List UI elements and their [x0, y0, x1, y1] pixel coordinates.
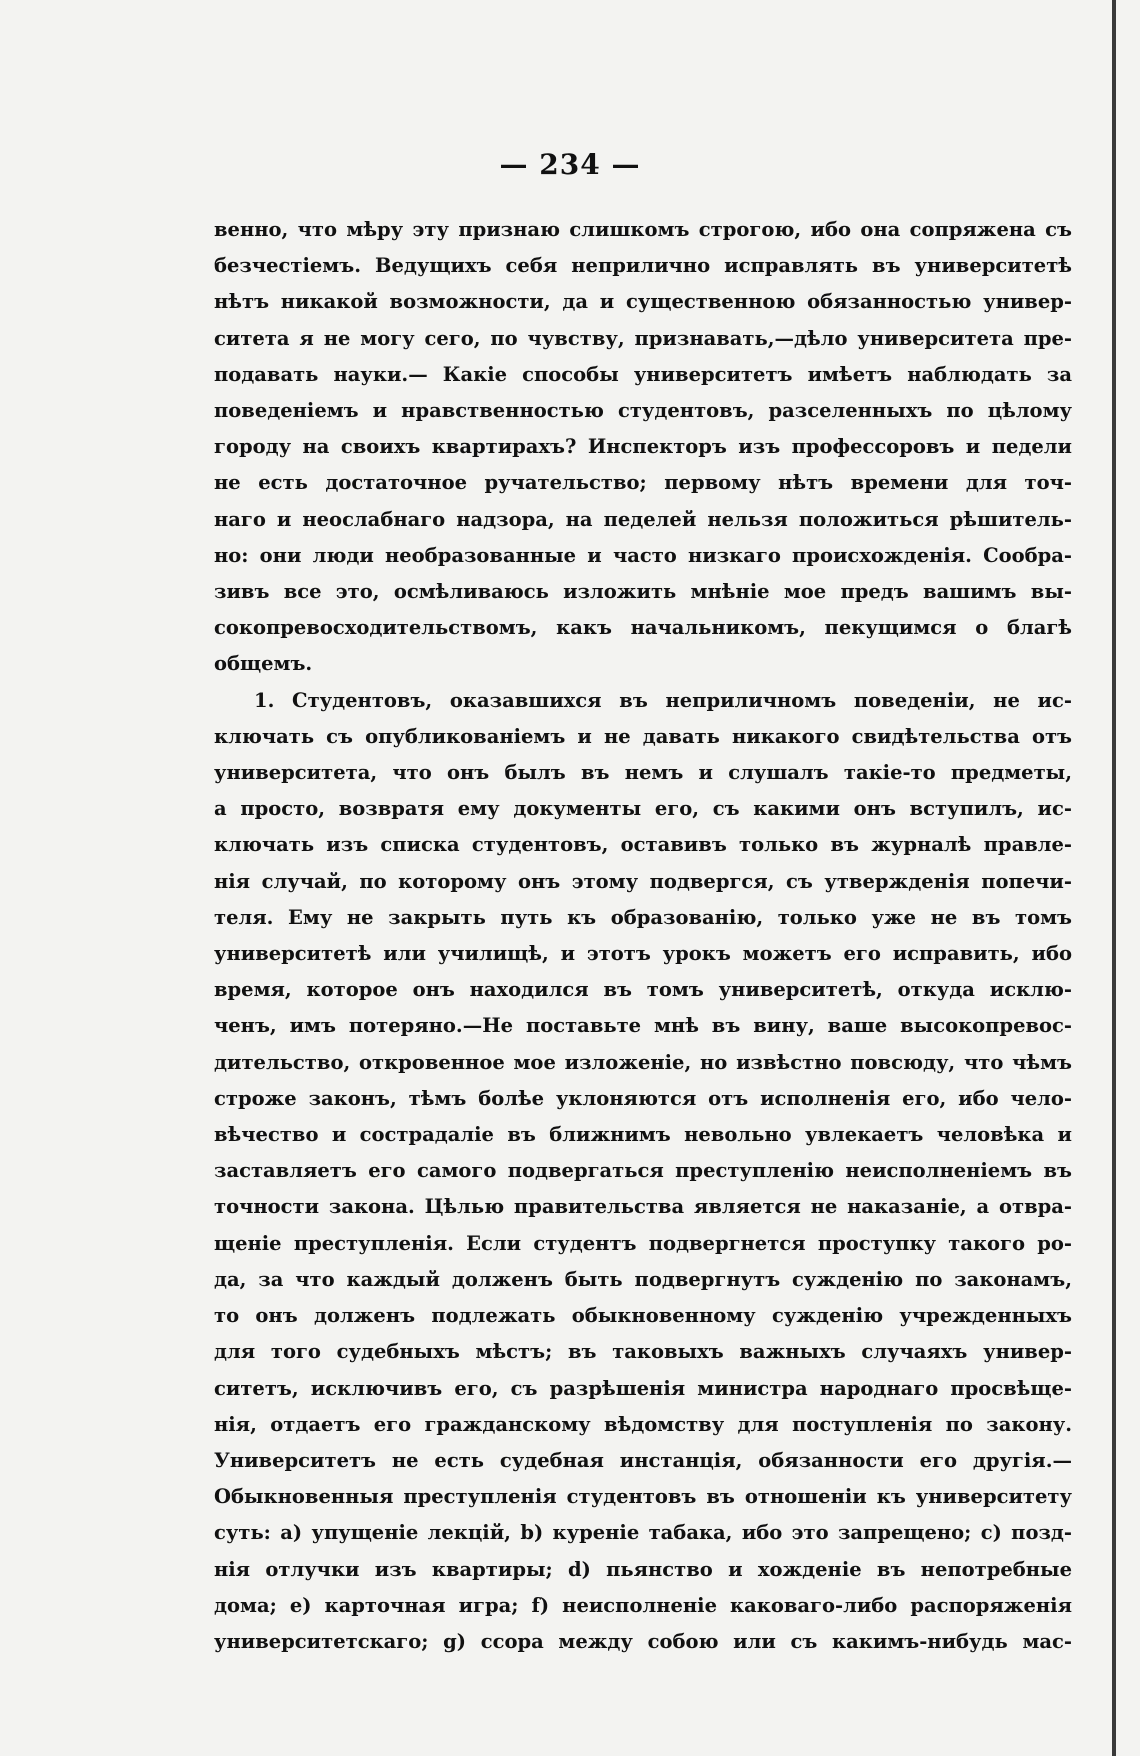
text-line: нія, отдаетъ его гражданскому вѣдомству для поступленія по закону.	[214, 1412, 1072, 1436]
text-line: зивъ все это, осмѣливаюсь изложить мнѣніе мое предъ вашимъ вы-	[214, 580, 1072, 604]
text-line: суть: a) упущеніе лекцій, b) куреніе табака, ибо это запрещено; c) позд-	[214, 1521, 1072, 1545]
binding-edge	[1112, 0, 1116, 1756]
text-line: то онъ долженъ подлежать обыкновенному сужденію учрежденныхъ	[214, 1304, 1072, 1328]
text-line: безчестіемъ. Ведущихъ себя неприлично исправлять въ университетѣ	[214, 254, 1072, 278]
text-line: ситета я не могу сего, по чувству, признавать,—дѣло университета пре-	[214, 326, 1072, 350]
text-line: не есть достаточное ручательство; первому нѣтъ времени для точ-	[214, 471, 1072, 495]
text-line: щеніе преступленія. Если студентъ подвергнется проступку такого ро-	[214, 1231, 1072, 1255]
text-line: время, которое онъ находился въ томъ университетѣ, откуда исклю-	[214, 978, 1072, 1002]
text-line: вѣчество и сострадаліе въ ближнимъ невольно увлекаетъ человѣка и	[214, 1123, 1072, 1147]
text-line: точности закона. Цѣлью правительства является не наказаніе, а отвра-	[214, 1195, 1072, 1219]
text-line: ченъ, имъ потеряно.—Не поставьте мнѣ въ вину, ваше высокопревос-	[214, 1014, 1072, 1038]
text-line: подавать науки.— Какіе способы университетъ имѣетъ наблюдать за	[214, 362, 1072, 386]
text-line: венно, что мѣру эту признаю слишкомъ строгою, ибо она сопряжена съ	[214, 218, 1072, 241]
paragraph-end-line: общемъ.	[214, 652, 313, 676]
text-line: сокопревосходительствомъ, какъ начальникомъ, пекущимся о благѣ	[214, 616, 1072, 640]
text-line: нія случай, по которому онъ этому подвергся, съ утвержденія попечи-	[214, 869, 1072, 893]
body-text	[214, 212, 1072, 1660]
text-line: для того судебныхъ мѣстъ; въ таковыхъ важныхъ случаяхъ универ-	[214, 1340, 1072, 1364]
text-line: но: они люди необразованные и часто низкаго происхожденія. Сообра-	[214, 543, 1072, 567]
text-line: дительство, откровенное мое изложеніе, но извѣстно повсюду, что чѣмъ	[214, 1050, 1072, 1074]
paragraph-start-line: 1. Студентовъ, оказавшихся въ неприличномъ поведеніи, не ис-	[254, 688, 1072, 712]
text-line: нѣтъ никакой возможности, да и существенною обязанностью универ-	[214, 290, 1072, 314]
text-line: нія отлучки изъ квартиры; d) пьянство и хожденіе въ непотребные	[214, 1557, 1072, 1581]
text-line: ситетъ, исключивъ его, съ разрѣшенія министра народнаго просвѣще-	[214, 1376, 1072, 1400]
text-line: ключать съ опубликованіемъ и не давать никакого свидѣтельства отъ	[214, 724, 1072, 748]
page-number: — 234 —	[499, 148, 641, 181]
text-line: теля. Ему не закрыть путь къ образованію, только уже не въ томъ	[214, 905, 1072, 929]
text-line: да, за что каждый долженъ быть подвергнутъ сужденію по законамъ,	[214, 1267, 1072, 1291]
text-line: а просто, возвратя ему документы его, съ какими онъ вступилъ, ис-	[214, 797, 1072, 821]
text-line: дома; e) карточная игра; f) неисполненіе каковаго-либо распоряженія	[214, 1593, 1072, 1617]
text-line: университета, что онъ былъ въ немъ и слушалъ такіе-то предметы,	[214, 761, 1072, 785]
text-line: Обыкновенныя преступленія студентовъ въ отношеніи къ университету	[214, 1485, 1072, 1509]
text-line: поведеніемъ и нравственностью студентовъ, разселенныхъ по цѣлому	[214, 399, 1072, 423]
text-line: Университетъ не есть судебная инстанція, обязанности его другія.—	[214, 1448, 1072, 1472]
text-line: ключать изъ списка студентовъ, оставивъ только въ журналѣ правле-	[214, 833, 1072, 857]
text-line: университетѣ или училищѣ, и этотъ урокъ можетъ его исправить, ибо	[214, 942, 1072, 966]
text-line: строже законъ, тѣмъ болѣе уклоняются отъ исполненія его, ибо чело-	[214, 1086, 1072, 1110]
text-line: заставляетъ его самого подвергаться преступленію неисполненіемъ въ	[214, 1159, 1072, 1183]
text-line: городу на своихъ квартирахъ? Инспекторъ изъ профессоровъ и педели	[214, 435, 1072, 459]
text-line: наго и неослабнаго надзора, на педелей нельзя положиться рѣшитель-	[214, 507, 1072, 531]
text-line: университетскаго; g) ссора между собою или съ какимъ-нибудь мас-	[214, 1629, 1072, 1653]
